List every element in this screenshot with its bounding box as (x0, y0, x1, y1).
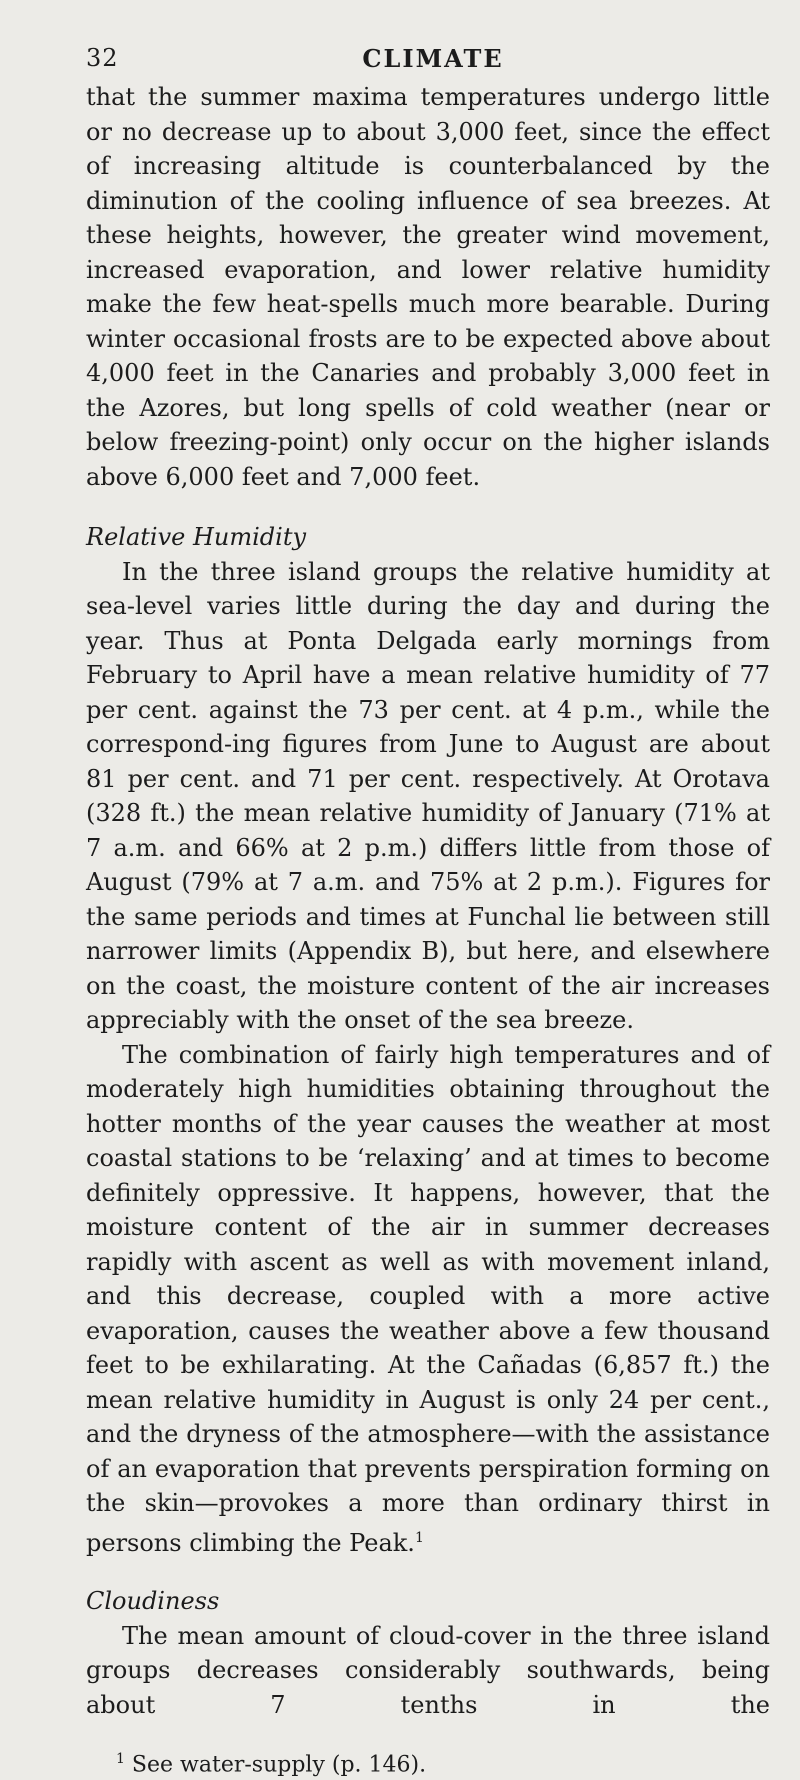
footnote-text: See water-supply (p. 146). (131, 1752, 427, 1778)
chapter-title: CLIMATE (362, 44, 504, 73)
page-number: 32 (86, 44, 119, 72)
paragraph-intro: that the summer maxima temperatures undergo little or no decrease up to about 3,000 feet, since the effect of increasing altitude is counterbalanced by the diminution of the cooling influence of sea breezes. At these heights, however, the greater wind movement, increased evaporation, and lower relative humidity make the few heat-spells much more bearable. During winter occasional frosts are to be expected above about 4,000 feet in the Canaries and probably 3,000 feet in the Azores, but long spells of cold weather (near or below freezing-point) only occur on the higher islands above 6,000 feet and 7,000 feet. (86, 83, 770, 491)
paragraph-humidity-2 (86, 1038, 770, 1561)
section-gap (86, 1560, 770, 1584)
section-gap (86, 494, 770, 520)
footnote (86, 1744, 770, 1780)
heading-relative-humidity: Relative Humidity (86, 523, 307, 551)
heading-cloudiness: Cloudiness (86, 1587, 220, 1615)
running-head (86, 44, 770, 80)
paragraph-humidity-2-text: The combination of fairly high temperatures and of moderately high humidities obtaining throughout the hotter months of the year causes the weather at most coastal stations to be ‘relaxing’ and at times to become definitely oppressive. It happens, however, that the moisture content of the air in summer decreases rapidly with ascent as well as with movement inland, and this decrease, coupled with a more active evaporation, causes the weather above a few thousand feet to be exhilarating. At the Cañadas (6,857 ft.) the mean relative humidity in August is only 24 per cent., and the dryness of the atmosphere—with the assistance of an evaporation that prevents perspiration forming on the skin—provokes a more than ordinary thirst in persons climbing the Peak. (86, 1040, 770, 1557)
paragraph-cloudiness: The mean amount of cloud-cover in the three island groups decreases considerably southwards, being about 7 tenths in the (86, 1621, 770, 1719)
paragraph-humidity-1: In the three island groups the relative humidity at sea-level varies little during the day and during the year. Thus at Ponta Delgada early mornings from February to April have a mean relative humidity of 77 per cent. against the 73 per cent. at 4 p.m., while the correspond-ing figures from June to August are about 81 per cent. and 71 per cent. respectively. At Orotava (328 ft.) the mean relative humidity of January (71% at 7 a.m. and 66% at 2 p.m.) differs little from those of August (79% at 7 a.m. and 75% at 2 p.m.). Figures for the same periods and times at Funchal lie between still narrower limits (Appendix B), but here, and elsewhere on the coast, the moisture content of the air increases appreciably with the onset of the sea breeze. (86, 557, 770, 1034)
footnote-marker: 1 (116, 1751, 125, 1767)
footnote-reference[interactable]: 1 (414, 1529, 424, 1546)
